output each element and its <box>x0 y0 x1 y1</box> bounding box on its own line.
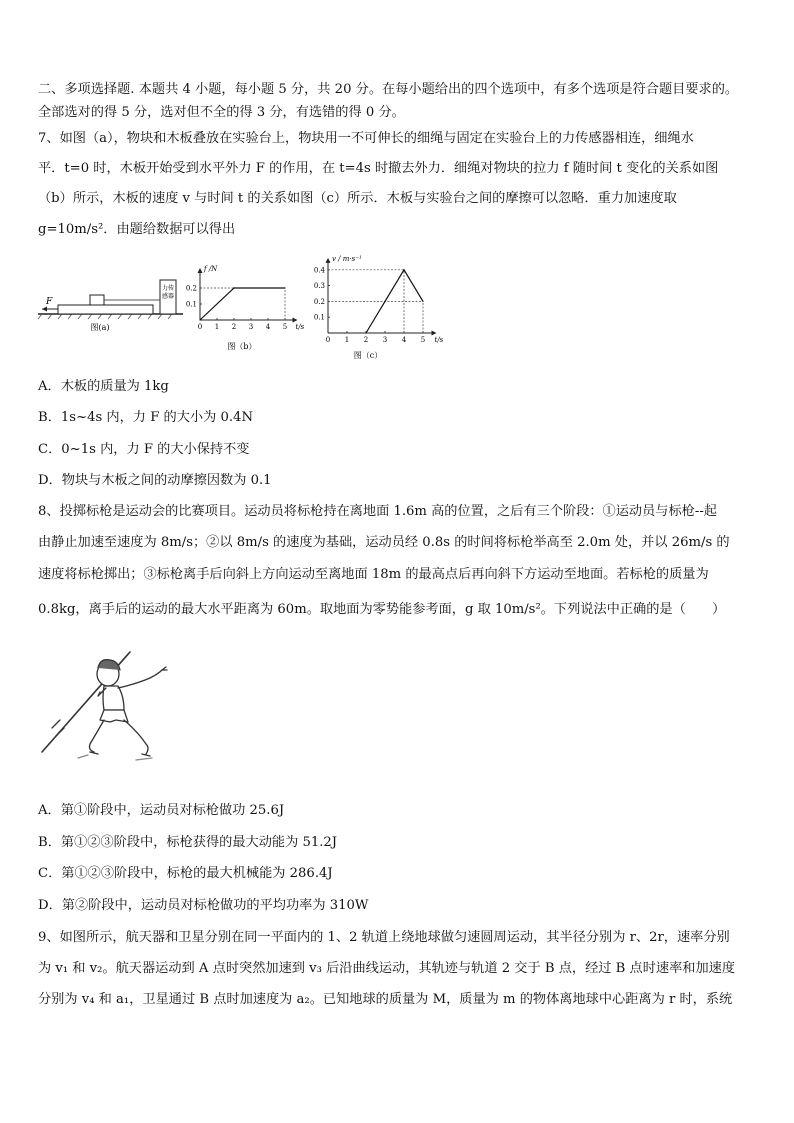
force-label: F <box>46 297 53 307</box>
fig-c-x-tick-label: 5 <box>420 336 426 344</box>
fig-b-y-tick-label: 0.1 <box>185 300 197 309</box>
q7-stem-line-2: 平．t=0 时，木板开始受到水平外力 F 的作用，在 t=4s 时撤去外力．细绳对物块的拉力 f 随时间 t 变化的关系如图 <box>38 161 719 176</box>
fig-b-x-tick-label: 0 <box>197 323 203 331</box>
javelin-thrower-illustration <box>38 648 188 766</box>
q7-figure-b <box>182 250 312 355</box>
fig-c-y-arrow <box>326 258 331 263</box>
q7-option-b: B．1s~4s 内，力 F 的大小为 0.4N <box>38 410 253 425</box>
q7-figure-a <box>38 268 188 338</box>
fig-c-data-point <box>365 332 366 333</box>
fig-b-series-line <box>200 288 285 320</box>
fig-c-data-point <box>403 269 404 270</box>
q7-figure-c <box>310 247 458 362</box>
section-header-line-2: 全部选对的得 5 分，选对但不全的得 3 分，有选错的得 0 分。 <box>38 105 405 120</box>
fig-b-x-label: t/s <box>295 323 305 331</box>
q8-stem-line-4: 0.8kg，离手后的运动的最大水平距离为 60m。取地面为零势能参考面，g 取 10m/s²。下列说法中正确的是（ ） <box>38 602 726 617</box>
fig-c-x-arrow <box>432 331 437 336</box>
q8-option-a: A．第①阶段中，运动员对标枪做功 25.6J <box>38 803 285 818</box>
fig-b-x-tick-label: 2 <box>231 323 237 331</box>
block <box>90 295 104 305</box>
force-sensor-label: 力传感器 <box>161 285 175 300</box>
fig-b-y-tick-label: 0.2 <box>185 284 197 293</box>
q8-option-d: D．第②阶段中，运动员对标枪做功的平均功率为 310W <box>38 898 369 913</box>
torso <box>103 686 124 710</box>
fig-c-y-label: v / m·s⁻¹ <box>332 254 362 263</box>
wooden-board <box>58 305 153 314</box>
q9-stem-line-3: 分别为 v₄ 和 a₁，卫星通过 B 点时加速度为 a₂。已知地球的质量为 M，质量为 m 的物体离地球中心距离为 r 时，系统 <box>38 992 733 1007</box>
q7-option-c: C．0~1s 内，力 F 的大小保持不变 <box>38 442 250 457</box>
fig-c-data-point <box>422 301 423 302</box>
left-leg <box>90 720 105 752</box>
fig-c-y-tick-label: 0.1 <box>313 313 325 322</box>
fig-b-x-tick-label: 4 <box>265 323 271 331</box>
fig-c-x-tick-label: 4 <box>401 336 407 344</box>
fig-b-data-point <box>284 287 285 288</box>
q8-stem-line-1: 8、投掷标枪是运动会的比赛项目。运动员将标枪持在离地面 1.6m 高的位置，之后有三个阶段：①运动员与标枪--起 <box>38 504 717 519</box>
fig-b-caption: 图（b） <box>227 342 257 351</box>
fig-c-x-tick-label: 2 <box>363 336 369 344</box>
fig-b-x-tick-label: 1 <box>214 323 220 331</box>
q8-stem-line-3: 速度将标枪掷出；③标枪离手后向斜上方向运动至离地面 18m 的最高点后再向斜下方运动至地面。若标枪的质量为 <box>38 567 709 582</box>
q8-stem-line-2: 由静止加速至速度为 8m/s；②以 8m/s 的速度为基础，运动员经 0.8s 的时间将标枪举高至 2.0m 处，并以 26m/s 的 <box>38 535 730 550</box>
q9-stem-line-1: 9、如图所示，航天器和卫星分别在同一平面内的 1、2 轨道上绕地球做匀速圆周运动，其半径分别为 r、2r，速率分别 <box>38 930 730 945</box>
q7-stem-line-3: （b）所示，木板的速度 v 与时间 t 的关系如图（c）所示．木板与实验台之间的摩擦可以忽略．重力加速度取 <box>38 191 677 206</box>
left-arm <box>118 670 162 688</box>
fig-c-caption: 图（c） <box>353 351 383 360</box>
force-arrowhead <box>42 307 47 312</box>
section-header-line-1: 二、多项选择题. 本题共 4 小题，每小题 5 分，共 20 分。在每小题给出的四个选项中，有多个选项是符合题目要求的。 <box>38 82 739 97</box>
fig-c-y-tick-label: 0.4 <box>313 266 325 275</box>
q7-option-a: A．木板的质量为 1kg <box>38 379 169 394</box>
q7-option-d: D．物块与木板之间的动摩擦因数为 0.1 <box>38 473 272 488</box>
q7-stem-line-4: g=10m/s²．由题给数据可以得出 <box>38 222 236 237</box>
right-leg <box>124 720 148 754</box>
fig-b-x-arrow <box>293 318 298 323</box>
fig-b-y-arrow <box>198 268 203 273</box>
fig-c-y-tick-label: 0.3 <box>313 282 325 291</box>
fig-b-y-label: f /N <box>204 265 218 273</box>
fig-b-x-tick-label: 3 <box>248 323 254 331</box>
fig-c-x-tick-label: 0 <box>325 336 331 344</box>
q9-stem-line-2: 为 v₁ 和 v₂。航天器运动到 A 点时突然加速到 v₃ 后沿曲线运动，其轨迹与轨道 2 交于 B 点，经过 B 点时速率和加速度 <box>38 961 736 976</box>
q7-stem-line-1: 7、如图（a），物块和木板叠放在实验台上，物块用一不可伸长的细绳与固定在实验台上的力传感器相连，细绳水 <box>38 131 694 146</box>
fig-b-x-tick-label: 5 <box>282 323 288 331</box>
q8-option-b: B．第①②③阶段中，标枪获得的最大动能为 51.2J <box>38 835 338 850</box>
fig-b-data-point <box>233 287 234 288</box>
q8-option-c: C．第①②③阶段中，标枪的最大机械能为 286.4J <box>38 866 333 881</box>
fig-c-x-tick-label: 3 <box>382 336 388 344</box>
fig-c-x-tick-label: 1 <box>344 336 350 344</box>
fig-b-data-point <box>199 319 200 320</box>
fig-a-caption: 图(a) <box>90 323 110 332</box>
fig-c-y-tick-label: 0.2 <box>313 297 325 306</box>
fig-c-x-label: t/s <box>434 336 444 344</box>
